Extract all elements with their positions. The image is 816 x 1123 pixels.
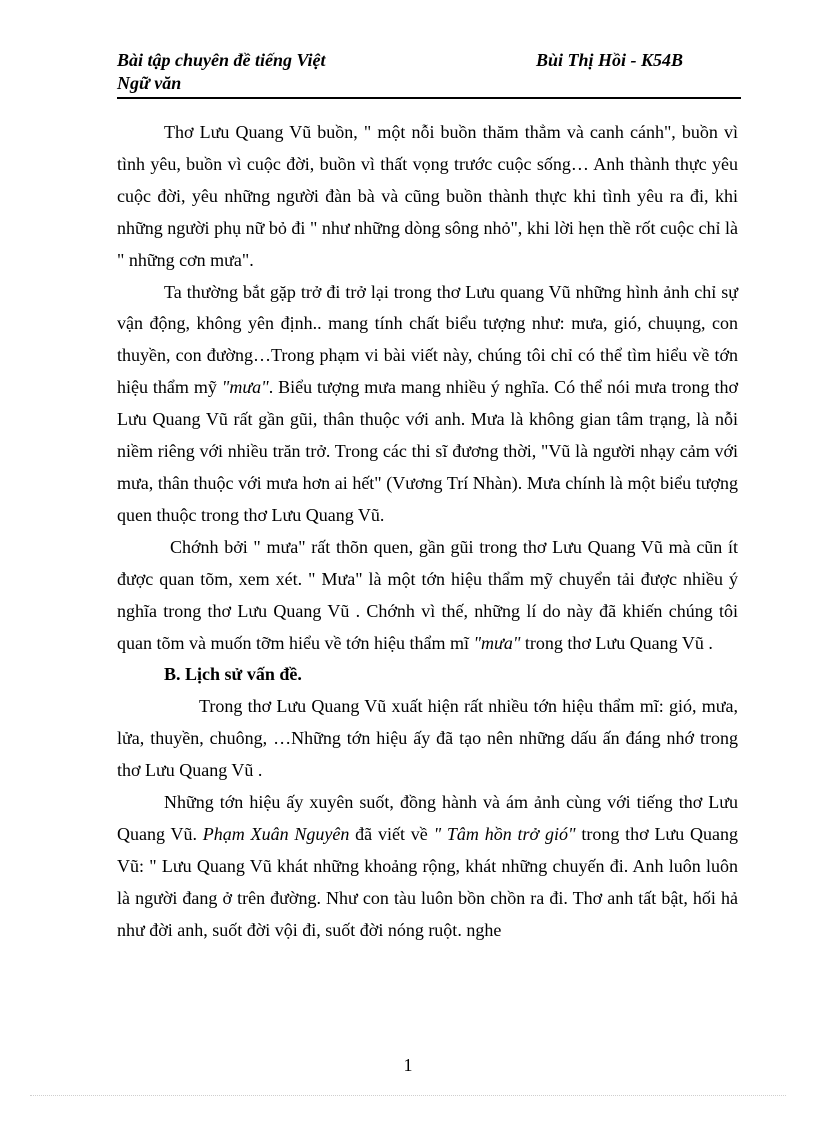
document-body <box>117 117 738 947</box>
paragraph-2 <box>117 277 738 532</box>
paragraph-2-text-b: . Biểu tượng mưa mang nhiều ý nghĩa. Có thể nói mưa trong thơ Lưu Quang Vũ rất gần gũi, thân thuộc với anh. Mưa là không gian tâm trạng, là nỗi niềm riêng với nhiều trăn trở. Trong các thi sĩ đương thời, "Vũ là người nhạy cảm với mưa, thân thuộc với mưa hơn ai hết" (Vương Trí Nhàn). Mưa chính là một biểu tượng quen thuộc trong thơ Lưu Quang Vũ. <box>117 377 738 525</box>
paragraph-5-author-name: Phạm Xuân Nguyên <box>202 823 350 844</box>
paragraph-1: Thơ Lưu Quang Vũ buồn, " một nỗi buồn thăm thẳm và canh cánh", buồn vì tình yêu, buồn vì cuộc đời, buồn vì thất vọng trước cuộc sống… Anh thành thực yêu cuộc đời, yêu những người đàn bà và cũng buồn thành thực khi tình yêu ra đi, khi những người phụ nữ bỏ đi " như những dòng sông nhỏ", khi lời hẹn thề rốt cuộc chỉ là " những cơn mưa". <box>117 122 738 270</box>
page-number: 1 <box>403 1055 413 1075</box>
paragraph-3-emphasis: "mưa" <box>473 632 521 653</box>
paragraph-4: Trong thơ Lưu Quang Vũ xuất hiện rất nhiều tớn hiệu thẩm mĩ: gió, mưa, lửa, thuyền, chuông, …Những tớn hiệu ấy đã tạo nên những dấu ấn đáng nhớ trong thơ Lưu Quang Vũ . <box>117 696 738 781</box>
header-subject: Ngữ văn <box>117 73 182 93</box>
paragraph-2-text-a: Ta thường bắt gặp trở đi trở lại trong thơ Lưu quang Vũ những hình ảnh chỉ sự vận động, không yên định.. mang tính chất biểu tượng như: mưa, gió, chuụng, con thuyền, con đường…Trong phạm vi bài viết này, chúng tôi chỉ có thể tìm hiểu về tớn hiệu thẩm mỹ <box>117 281 738 398</box>
paragraph-5-quote-title: " Tâm hồn trở gió" <box>433 823 576 844</box>
page-header <box>117 49 741 99</box>
paragraph-5-text-a: Những tớn hiệu ấy xuyên suốt, đồng hành và ám ảnh cùng với tiếng thơ Lưu Quang Vũ. <box>117 792 738 844</box>
paragraph-3-text-b: trong thơ Lưu Quang Vũ . <box>520 632 713 653</box>
paragraph-2-emphasis: "mưa" <box>221 377 269 398</box>
header-course-title: Bài tập chuyên đề tiếng Việt <box>117 50 326 70</box>
paragraph-3-text-a: Chớnh bởi " mưa" rất thõn quen, gần gũi trong thơ Lưu Quang Vũ mà cũn ít được quan tõm, xem xét. " Mưa" là một tớn hiệu thẩm mỹ chuyển tải được nhiều ý nghĩa trong thơ Lưu Quang Vũ . Chớnh vì thế, những lí do này đã khiến chúng tôi quan tõm và muốn tỡm hiểu về tớn hiệu thẩm mĩ <box>117 536 738 653</box>
section-heading: B. Lịch sử vấn đề. <box>164 664 302 685</box>
paragraph-5 <box>117 787 738 947</box>
paragraph-3 <box>117 532 738 660</box>
paragraph-5-text-b: đã viết về <box>349 823 434 844</box>
page-bottom-divider <box>30 1095 786 1096</box>
header-author: Bùi Thị Hồi - K54B <box>536 50 684 70</box>
paragraph-5-text-c: trong thơ Lưu Quang Vũ: " Lưu Quang Vũ khát những khoảng rộng, khát những chuyến đi. Anh luôn luôn là người đang ở trên đường. Như con tàu luôn bồn chồn ra đi. Thơ anh tất bật, hối hả như đời anh, suốt đời vội đi, suốt đời nóng ruột. nghe <box>117 823 738 940</box>
